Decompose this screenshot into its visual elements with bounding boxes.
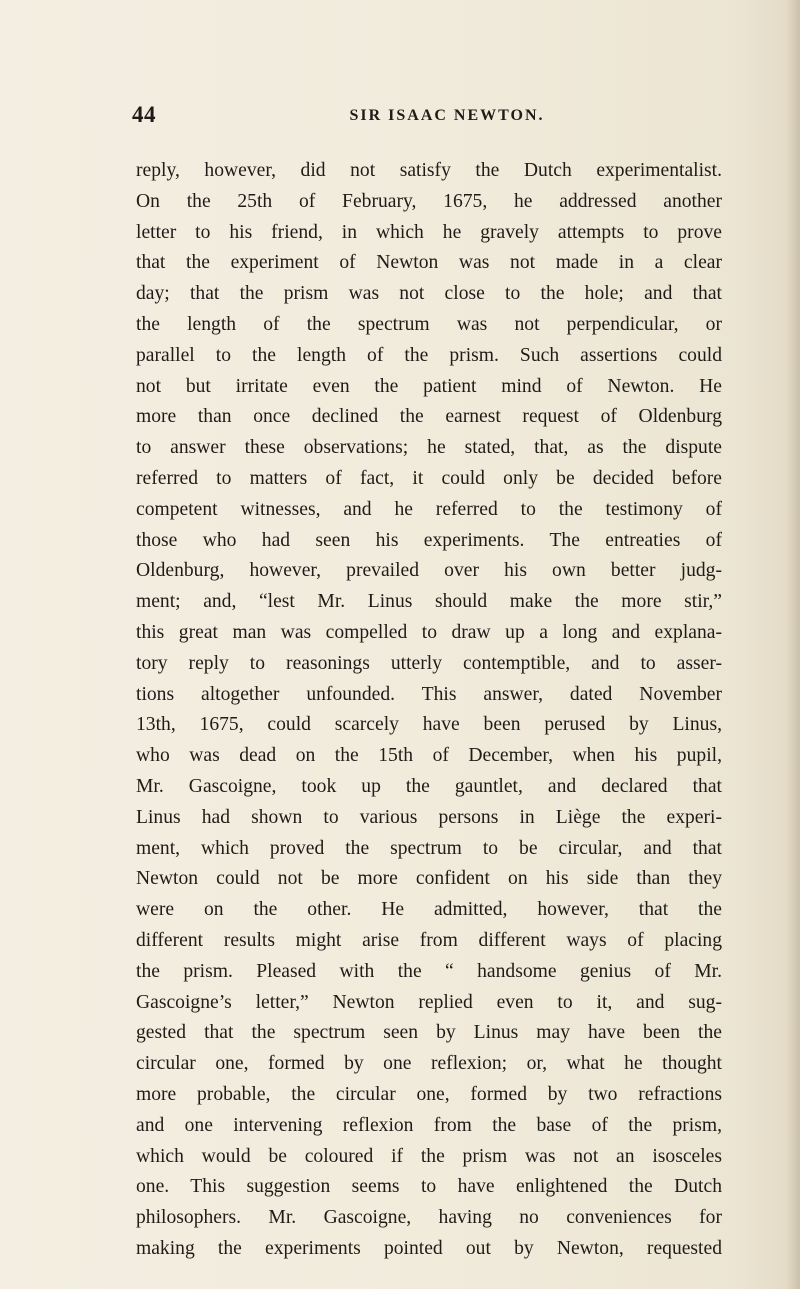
text-line: were on the other. He admitted, however, that the: [136, 899, 722, 921]
text-line: competent witnesses, and he referred to the testimony of: [136, 498, 722, 520]
text-line: philosophers. Mr. Gascoigne, having no conveniences for: [136, 1207, 722, 1229]
text-line: tory reply to reasonings utterly contemptible, and to asser-: [136, 652, 722, 674]
text-line: Linus had shown to various persons in Liège the experi-: [136, 806, 722, 828]
text-line: not but irritate even the patient mind of Newton. He: [136, 375, 722, 397]
text-line: the prism. Pleased with the “ handsome genius of Mr.: [136, 960, 722, 982]
text-line: letter to his friend, in which he gravely attempts to prove: [136, 221, 722, 243]
text-line: tions altogether unfounded. This answer, dated November: [136, 683, 722, 705]
text-line: gested that the spectrum seen by Linus may have been the: [136, 1022, 722, 1044]
text-line: day; that the prism was not close to the hole; and that: [136, 283, 722, 305]
text-line: On the 25th of February, 1675, he addressed another: [136, 190, 722, 212]
text-line: reply, however, did not satisfy the Dutch experimentalist.: [136, 160, 722, 181]
text-line: Gascoigne’s letter,” Newton replied even to it, and sug-: [136, 991, 722, 1013]
text-line: referred to matters of fact, it could only be decided before: [136, 467, 722, 489]
text-line: ment, which proved the spectrum to be circular, and that: [136, 837, 722, 859]
text-line: this great man was compelled to draw up a long and explana-: [136, 621, 722, 643]
text-line: Mr. Gascoigne, took up the gauntlet, and declared that: [136, 775, 722, 797]
text-line: making the experiments pointed out by Newton, requested: [136, 1237, 722, 1259]
text-line: those who had seen his experiments. The entreaties of: [136, 529, 722, 551]
text-line: to answer these observations; he stated, that, as the dispute: [136, 437, 722, 459]
running-head: [132, 102, 722, 142]
body-text: [136, 156, 722, 1265]
running-title: SIR ISAAC NEWTON.: [349, 107, 545, 124]
page-edge-shadow: [786, 0, 800, 1289]
text-line: different results might arise from different ways of placing: [136, 929, 722, 951]
text-line: more than once declined the earnest request of Oldenburg: [136, 406, 722, 428]
text-line: 13th, 1675, could scarcely have been perused by Linus,: [136, 714, 722, 736]
text-line: parallel to the length of the prism. Such assertions could: [136, 344, 722, 366]
text-line: Newton could not be more confident on his side than they: [136, 868, 722, 890]
page-number: 44: [132, 102, 156, 127]
text-line: and one intervening reflexion from the base of the prism,: [136, 1114, 722, 1136]
text-line: that the experiment of Newton was not made in a clear: [136, 252, 722, 274]
text-line: one. This suggestion seems to have enlightened the Dutch: [136, 1176, 722, 1198]
text-line: ment; and, “lest Mr. Linus should make the more stir,”: [136, 591, 722, 613]
text-line: who was dead on the 15th of December, when his pupil,: [136, 745, 722, 767]
text-line: more probable, the circular one, formed by two refractions: [136, 1083, 722, 1105]
text-line: Oldenburg, however, prevailed over his own better judg-: [136, 560, 722, 582]
text-line: which would be coloured if the prism was not an isosceles: [136, 1145, 722, 1167]
text-line: the length of the spectrum was not perpendicular, or: [136, 313, 722, 335]
text-line: circular one, formed by one reflexion; or, what he thought: [136, 1053, 722, 1075]
